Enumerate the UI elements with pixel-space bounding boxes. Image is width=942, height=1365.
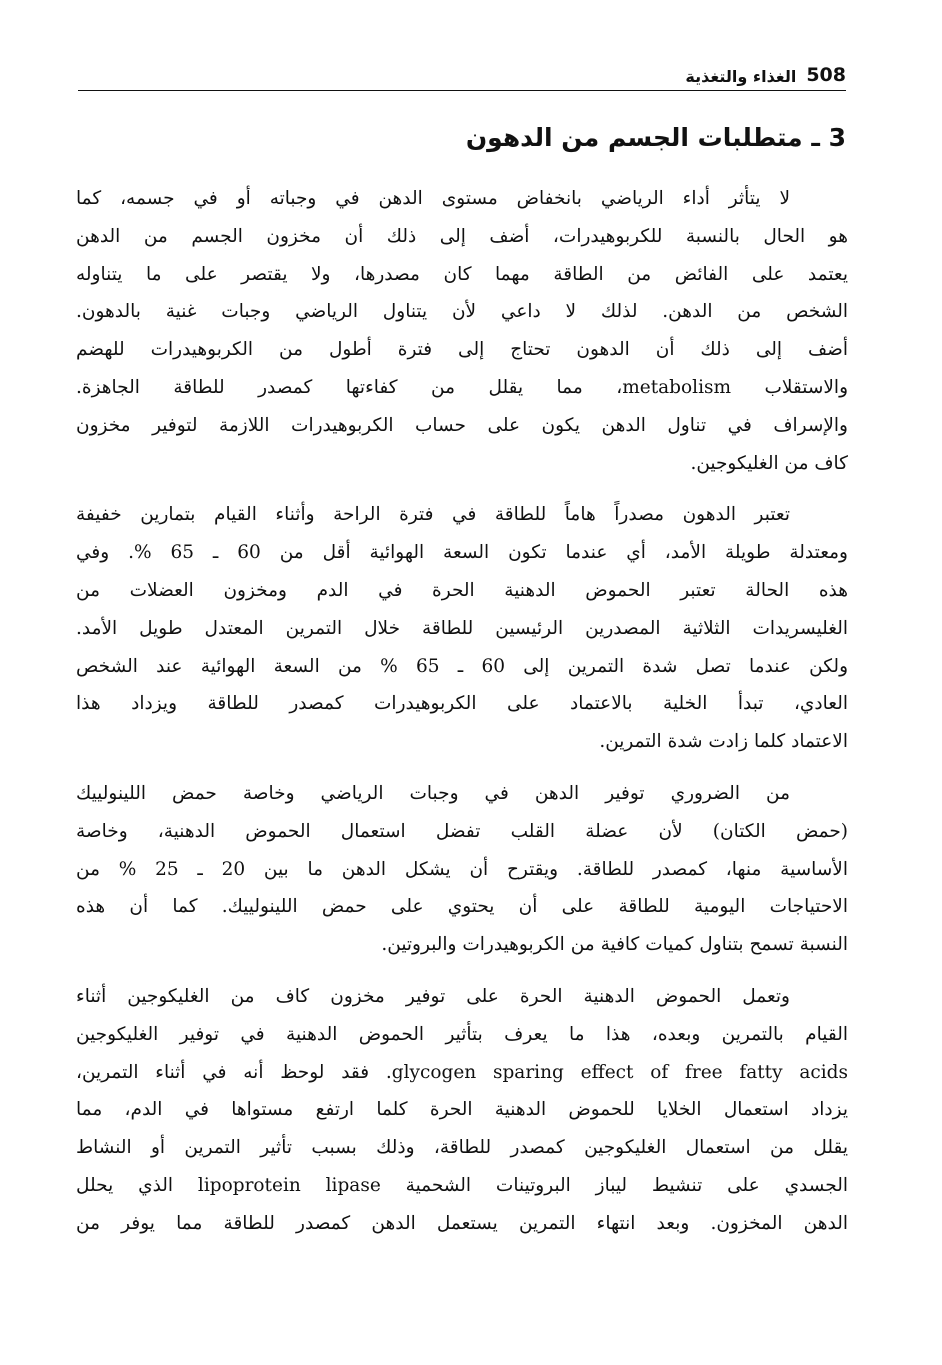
text-line: الاحتياجات اليومية للطاقة على أن يحتوي على حمض اللينولييك. كما أن هذه	[76, 896, 848, 918]
paragraph-2	[76, 496, 848, 761]
paragraph-3	[76, 775, 848, 964]
section-title: 3 ـ متطلبات الجسم من الدهون	[465, 123, 846, 152]
running-header	[78, 56, 846, 86]
text-line: الأساسية منها، كمصدر للطاقة. ويقترح أن يشكل الدهن ما بين 20 ـ 25 % من	[76, 858, 848, 880]
text-line: وتعمل الحموض الدهنية الحرة على توفير مخزون كاف من الغليكوجين أثناء	[76, 985, 790, 1007]
text-line: هذه الحالة تعتبر الحموض الدهنية الحرة في الدم ومخزون العضلات من	[76, 579, 848, 601]
text-line: الشخص من الدهن. لذلك لا داعي لأن يتناول الرياضي وجبات غنية بالدهون.	[76, 301, 848, 323]
text-line: يقلل من استعمال الغليكوجين كمصدر للطاقة، وذلك بسبب تأثير التمرين أو النشاط	[76, 1137, 848, 1159]
text-line: أضف إلى ذلك أن الدهون تحتاج إلى فترة أطول من الكربوهيدرات للهضم	[76, 339, 848, 361]
text-line: ولكن عندما تصل شدة التمرين إلى 60 ـ 65 % من السعة الهوائية عند الشخص	[76, 655, 848, 677]
text-line: لا يتأثر أداء الرياضي بانخفاض مستوى الدهن في وجباته أو في جسمه، كما	[76, 188, 790, 209]
body-text	[76, 180, 848, 1257]
text-line: يعتمد على الفائض من الطاقة مهما كان مصدرها، ولا يقتصر على ما يتناوله	[76, 263, 848, 285]
text-line: النسبة تسمح بتناول كميات كافية من الكربوهيدرات والبروتين.	[381, 934, 848, 956]
text-line: ومعتدلة طويلة الأمد، أي عندما تكون السعة الهوائية أقل من 60 ـ 65 %. وفي	[76, 542, 848, 564]
text-line: (حمض الكتان) لأن عضلة القلب تفضل استعمال الحموض الدهنية، وخاصة	[76, 820, 848, 842]
text-line: والاستقلاب metabolism، مما يقلل من كفاءتها كمصدر للطاقة الجاهزة.	[76, 376, 848, 398]
page-number: 508	[806, 64, 846, 86]
text-line: من الضروري توفير الدهن في وجبات الرياضي وخاصة حمض اللينولييك	[76, 782, 790, 804]
text-line: كاف من الغليكوجين.	[690, 452, 848, 474]
text-line: الغليسريدات الثلاثية المصدرين الرئيسين للطاقة خلال التمرين المعتدل طويل الأمد.	[76, 617, 848, 639]
text-line: الدهن المخزون. وبعد انتهاء التمرين يستعمل الدهن كمصدر للطاقة مما يوفر من	[76, 1212, 848, 1234]
header-rule	[78, 90, 846, 91]
text-line: الجسدي على تنشيط ليباز البروتينات الشحمية lipoprotein lipase الذي يحلل	[76, 1174, 848, 1196]
text-line: هو الحال بالنسبة للكربوهيدرات، أضف إلى ذلك أن مخزون الجسم من الدهن	[76, 225, 848, 247]
paragraph-4	[76, 978, 848, 1243]
text-line: يزداد استعمال الخلايا للحموض الدهنية الحرة كلما ارتفع مستواها في الدم، مما	[76, 1099, 848, 1121]
text-line: العادي، تبدأ الخلية بالاعتماد على الكربوهيدرات كمصدر للطاقة ويزداد هذا	[76, 693, 848, 715]
text-line: glycogen sparing effect of free fatty acids. فقد لوحظ أنه في أثناء التمرين،	[76, 1061, 848, 1083]
text-line: الاعتماد كلما زادت شدة التمرين.	[599, 731, 848, 753]
text-line: تعتبر الدهون مصدراً هاماً للطاقة في فترة الراحة وأثناء القيام بتمارين خفيفة	[76, 504, 790, 526]
text-line: والإسراف في تناول الدهن يكون على حساب الكربوهيدرات اللازمة لتوفير مخزون	[76, 414, 848, 436]
running-title: الغذاء والتغذية	[685, 67, 797, 86]
text-line: القيام بالتمرين وبعده، هذا ما يعرف بتأثير الحموض الدهنية في توفير الغليكوجين	[76, 1023, 848, 1045]
paragraph-1	[76, 180, 848, 482]
